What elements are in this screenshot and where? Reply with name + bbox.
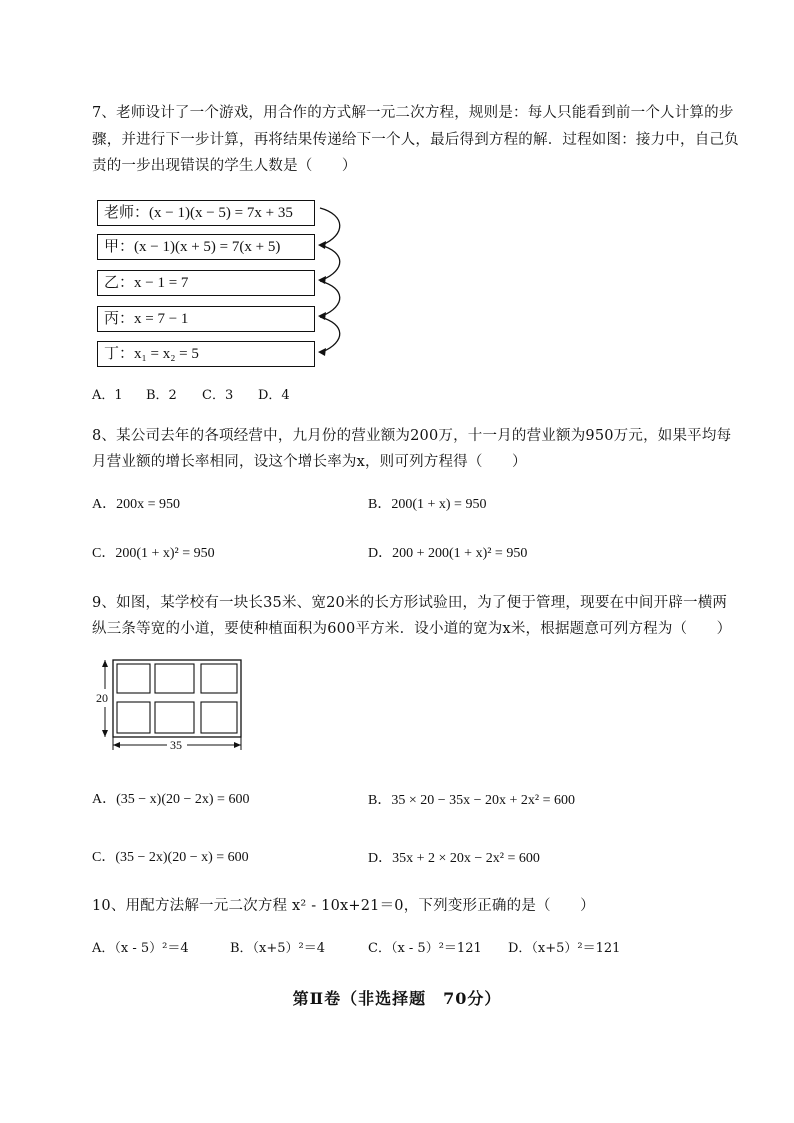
q9-height-label: 20 — [96, 691, 108, 705]
q8-option-a[interactable]: A．200x = 950 — [92, 497, 181, 512]
q7-step-yi: 乙：x − 1 = 7 — [97, 270, 315, 296]
plot-4 — [117, 702, 150, 733]
q7-text-line-3: 责的一步出现错误的学生人数是（ ） — [92, 158, 357, 174]
q7-option-a[interactable]: A．1 — [92, 388, 123, 403]
plot-3 — [201, 664, 237, 693]
relay-arrow-2 — [320, 245, 340, 280]
q7-text-line-2: 骤，并进行下一步计算，再将结果传递给下一个人，最后得到方程的解．过程如图：接力中，自己负 — [92, 132, 739, 148]
q8-option-d[interactable]: D．200 + 200(1 + x)² = 950 — [368, 546, 528, 561]
relay-arrow-1 — [320, 208, 340, 245]
q7-step-ding: 丁：x₁ = x₂ = 5 — [97, 341, 315, 367]
q8-text-line-1: 8、某公司去年的各项经营中，九月份的营业额为200万，十一月的营业额为950万元，如果平均每 — [92, 428, 732, 444]
q10-option-d[interactable]: D．（x+5）²＝121 — [508, 941, 621, 956]
q9-option-b[interactable]: B．35 × 20 − 35x − 20x + 2x² = 600 — [368, 793, 576, 808]
q10-text-line: 10、用配方法解一元二次方程 x² - 10x+21＝0，下列变形正确的是（ ） — [92, 898, 595, 914]
q8-option-b[interactable]: B．200(1 + x) = 950 — [368, 497, 487, 512]
q9-option-c[interactable]: C．(35 − 2x)(20 − x) = 600 — [92, 850, 249, 865]
q7-step-bing: 丙：x = 7 − 1 — [97, 306, 315, 332]
q9-text-line-2: 纵三条等宽的小道，要使种植面积为600平方米．设小道的宽为x米，根据题意可列方程为（ ） — [92, 621, 732, 637]
q7-option-c[interactable]: C．3 — [202, 388, 234, 403]
q7-relay-arrows — [316, 205, 356, 365]
q7-option-d[interactable]: D．4 — [258, 388, 290, 403]
q10-option-b[interactable]: B．（x+5）²＝4 — [230, 941, 326, 956]
q7-step-teacher: 老师：(x − 1)(x − 5) = 7x + 35 — [97, 200, 315, 226]
plot-2 — [155, 664, 194, 693]
q9-width-label: 35 — [170, 738, 182, 752]
q9-option-a[interactable]: A．(35 − x)(20 − 2x) = 600 — [92, 792, 250, 807]
q10-option-c[interactable]: C．（x - 5）²＝121 — [368, 941, 482, 956]
relay-arrow-4 — [320, 317, 340, 352]
q9-option-d[interactable]: D．35x + 2 × 20x − 2x² = 600 — [368, 851, 540, 866]
q7-text-line-1: 7、老师设计了一个游戏，用合作的方式解一元二次方程，规则是：每人只能看到前一个人计算的步 — [92, 105, 734, 121]
q8-option-c[interactable]: C．200(1 + x)² = 950 — [92, 546, 215, 561]
q7-step-jia: 甲：(x − 1)(x + 5) = 7(x + 5) — [97, 234, 315, 260]
plot-1 — [117, 664, 150, 693]
q10-option-a[interactable]: A．（x - 5）²＝4 — [92, 941, 189, 956]
plot-5 — [155, 702, 194, 733]
field-outline — [113, 660, 241, 737]
q8-text-line-2: 月营业额的增长率相同，设这个增长率为x，则可列方程得（ ） — [92, 454, 527, 470]
section-title: 第Ⅱ卷（非选择题 70分） — [292, 989, 502, 1008]
q7-option-b[interactable]: B．2 — [146, 388, 177, 403]
relay-arrow-3 — [320, 281, 340, 316]
plot-6 — [201, 702, 237, 733]
q9-text-line-1: 9、如图，某学校有一块长35米、宽20米的长方形试验田，为了便于管理，现要在中间开辟一横两 — [92, 595, 728, 611]
